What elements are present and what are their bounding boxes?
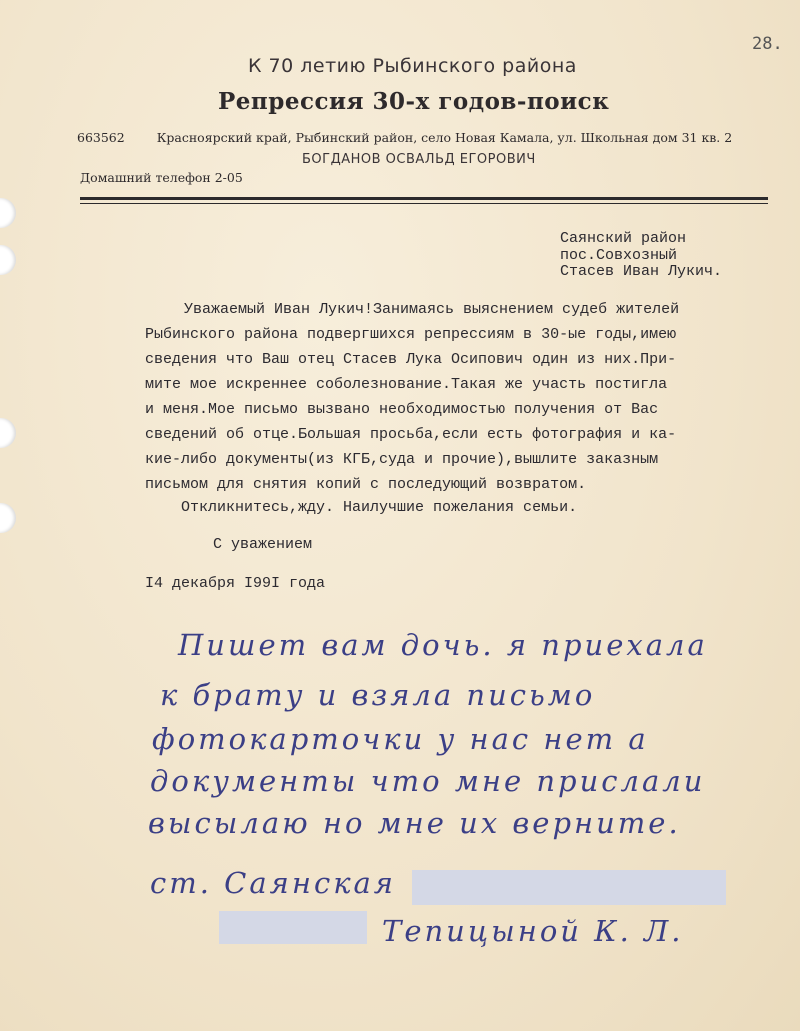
recipient-line: пос.Совхозный: [560, 247, 678, 264]
body-line: сведения что Ваш отец Стасев Лука Осипович один из них.При-: [145, 351, 677, 368]
recipient-line: Саянский район: [560, 230, 687, 247]
handwritten-line: фотокарточки у нас нет а: [152, 722, 649, 756]
page-number: 28.: [752, 34, 783, 54]
signoff: С уважением: [213, 536, 313, 553]
redaction-box: [412, 870, 726, 905]
handwritten-line: Пишет вам дочь. я приехала: [178, 628, 708, 662]
body-line: Уважаемый Иван Лукич!Занимаясь выяснением судеб жителей: [184, 301, 680, 318]
handwritten-line: документы что мне прислали: [150, 764, 706, 798]
body-line: письмом для снятия копий с последующий возвратом.: [145, 476, 587, 493]
body-line: мите мое искреннее соболезнование.Такая же участь постигла: [145, 376, 668, 393]
punch-hole: [0, 245, 16, 275]
handwritten-line: к брату и взяла письмо: [160, 678, 596, 712]
header-divider: [80, 197, 768, 200]
recipient-line: Стасев Иван Лукич.: [560, 263, 723, 280]
letterhead-phone: Домашний телефон 2-05: [80, 170, 243, 185]
punch-hole: [0, 198, 16, 228]
letterhead-author: БОГДАНОВ ОСВАЛЬД ЕГОРОВИЧ: [302, 152, 536, 167]
address-text: Красноярский край, Рыбинский район, село Новая Камала, ул. Школьная дом 31 кв. 2: [156, 130, 733, 145]
letter-date: I4 декабря I99I года: [145, 575, 326, 592]
body-line: Рыбинского района подвергшихся репрессиям в 30-ые годы,имею: [145, 326, 677, 343]
handwritten-line: высылаю но мне их верните.: [148, 806, 681, 840]
header-divider: [80, 203, 768, 204]
punch-hole: [0, 503, 16, 533]
handwritten-name: Тепицыной К. Л.: [382, 914, 684, 948]
body-line: Откликнитесь,жду. Наилучшие пожелания семьи.: [145, 499, 578, 516]
body-line: и меня.Мое письмо вызвано необходимостью получения от Вас: [145, 401, 659, 418]
body-line: кие-либо документы(из КГБ,суда и прочие),вышлите заказным: [145, 451, 659, 468]
redaction-box: [219, 911, 367, 944]
postal-code: 663562: [77, 130, 125, 145]
handwritten-place: ст. Саянская: [150, 866, 397, 900]
body-line: сведений об отце.Большая просьба,если есть фотография и ка-: [145, 426, 677, 443]
letterhead-address: [77, 130, 732, 145]
letterhead-subtitle: К 70 летию Рыбинского района: [248, 55, 577, 77]
letterhead-title: Репрессия 30-х годов-поиск: [218, 88, 610, 115]
punch-hole: [0, 418, 16, 448]
